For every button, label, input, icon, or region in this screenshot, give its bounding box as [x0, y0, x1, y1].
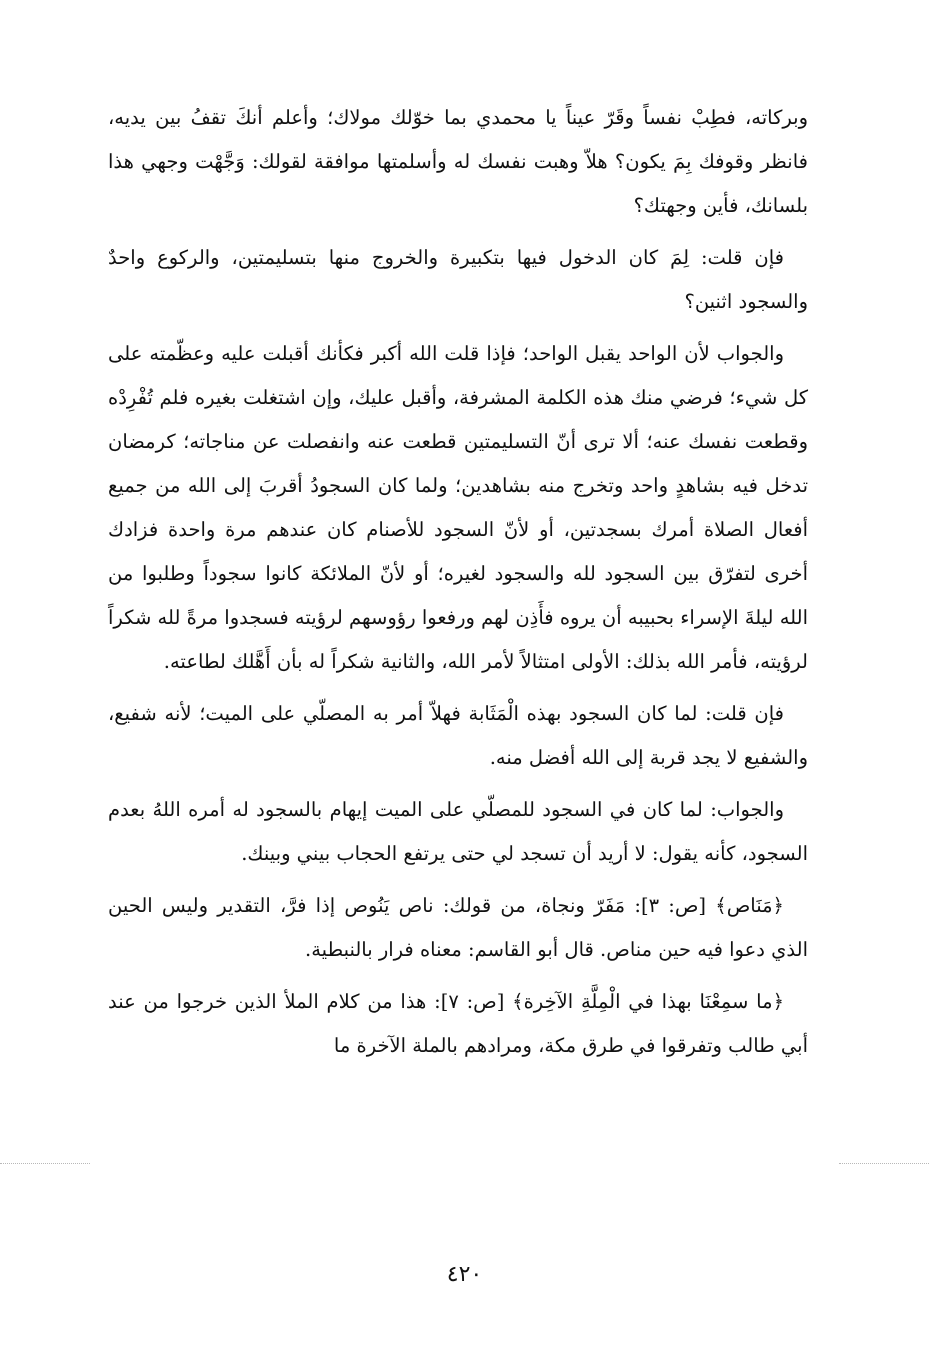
paragraph-6: ﴿مَنَاص﴾ [ص: ٣]: مَفَرّ ونجاة، من قولك: ناص يَنُوص إذا فرَّ، التقدير وليس الحين الذي دعوا فيه حين مناص. قال أبو القاسم: معناه فرار بالنبطية.: [108, 894, 808, 961]
paragraph-2: فإن قلت: لِمَ كان الدخول فيها بتكبيرة والخروج منها بتسليمتين، والركوع واحدٌ والسجود اثنين؟: [108, 246, 808, 313]
page-number: ٤٢٠: [446, 1262, 483, 1287]
paragraph-1: وبركاته، فطِبْ نفساً وقَرّ عيناً يا محمدي بما خوّلك مولاك؛ وأعلم أنكَ تقفُ بين يديه، فانظر وقوفك بِمَ يكون؟ هلاّ وهبت نفسك له وأسلمتها موافقة لقولك: وَجَّهْت وجهي هذا بلسانك، فأين وجهتك؟: [108, 106, 808, 217]
margin-dots-left: [0, 1163, 90, 1164]
body-text: [108, 96, 808, 1076]
paragraph-3: والجواب لأن الواحد يقبل الواحد؛ فإذا قلت الله أكبر فكأنك أقبلت عليه وعظّمته على كل شيء؛ فرضي منك هذه الكلمة المشرفة، وأقبل عليك، وإن اشتغلت بغيره فلم تُفْرِدْه وقطعت نفسك عنه؛ ألا ترى أنّ التسليمتين قطعت عنه وانفصلت عن مناجاته؛ كرمضان تدخل فيه بشاهدٍ واحد وتخرج منه بشاهدين؛ ولما كان السجودُ أقربَ إلى الله من جميع أفعال الصلاة أمرك بسجدتين، أو لأنّ السجود للأصنام كان عندهم مرة واحدة فزادك أخرى لتفرّق بين السجود لله والسجود لغيره؛ أو لأنّ الملائكة كانوا سجوداً وطلبوا من الله ليلةَ الإسراء بحبيبه أن يروه فأَذِن لهم ورفعوا رؤوسهم لرؤيته فسجدوا مرةً لله شكراً لرؤيته، فأمر الله بذلك: الأولى امتثالاً لأمر الله، والثانية شكراً له بأن أَهَّلك لطاعته.: [108, 342, 808, 673]
paragraph-5: والجواب: لما كان في السجود للمصلّي على الميت إيهام بالسجود له أمره اللهُ بعدم السجود، كأنه يقول: لا أريد أن تسجد لي حتى يرتفع الحجاب بيني وبينك.: [108, 798, 808, 865]
margin-dots-right: [839, 1163, 929, 1164]
paragraph-4: فإن قلت: لما كان السجود بهذه الْمَثَابة فهلاّ أمر به المصلّي على الميت؛ لأنه شفيع، والشفيع لا يجد قربة إلى الله أفضل منه.: [108, 702, 808, 769]
paragraph-7: ﴿ما سمِعْنَا بهذا في الْمِلَّةِ الآخِرة﴾ [ص: ٧]: هذا من كلام الملأ الذين خرجوا من عند أبي طالب وتفرقوا في طرق مكة، ومرادهم بالملة الآخرة ما: [108, 990, 808, 1057]
